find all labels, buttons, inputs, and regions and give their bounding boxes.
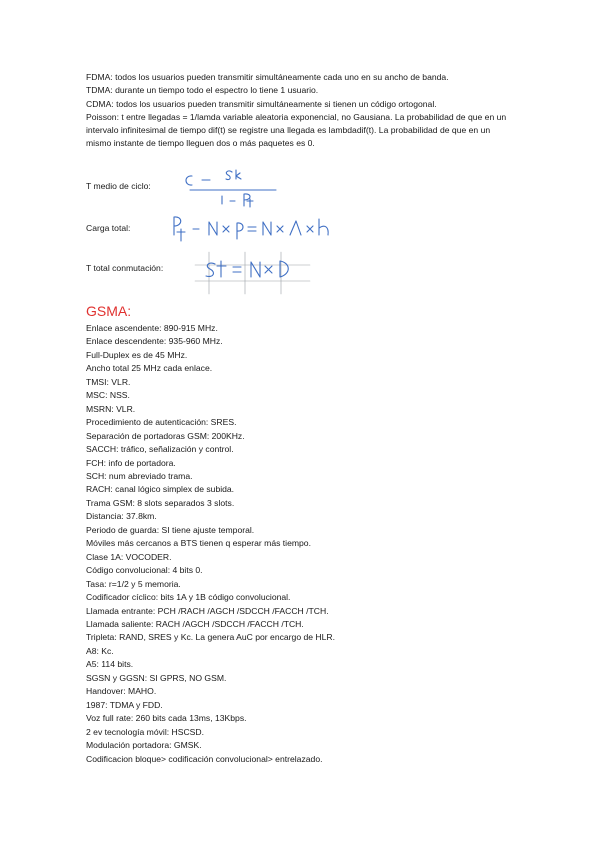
list-item: Llamada saliente: RACH /AGCH /SDCCH /FACCH /TCH.	[86, 618, 304, 629]
list-item: SCH: num abreviado trama.	[86, 470, 193, 481]
list-item: Tripleta: RAND, SRES y Kc. La genera AuC por encargo de HLR.	[86, 632, 336, 643]
tdma-paragraph: TDMA: durante un tiempo todo el espectro lo tiene 1 usuario.	[86, 85, 319, 96]
list-item: MSC: NSS.	[86, 390, 130, 401]
cycle-time-formula-image	[180, 166, 290, 212]
list-item: FCH: info de portadora.	[86, 457, 176, 468]
list-item: Móviles más cercanos a BTS tienen q esperar más tiempo.	[86, 538, 311, 549]
list-item: Codificador cíclico: bits 1A y 1B código convolucional.	[86, 592, 291, 603]
list-item: Llamada entrante: PCH /RACH /AGCH /SDCCH /FACCH /TCH.	[86, 605, 329, 616]
list-item: Procedimiento de autenticación: SRES.	[86, 417, 237, 428]
list-item: Trama GSM: 8 slots separados 3 slots.	[86, 497, 235, 508]
gsm-facts-list	[86, 322, 526, 766]
switching-time-label: T total conmutación:	[86, 263, 164, 273]
cycle-time-label: T medio de ciclo:	[86, 181, 151, 191]
list-item: Clase 1A: VOCODER.	[86, 551, 172, 562]
list-item: Distancia: 37.8km.	[86, 511, 157, 522]
poisson-paragraph: Poisson: t entre llegadas = 1/lamda variable aleatoria exponencial, no Gausiana. La probabilidad de que en un intervalo infinitesimal de tiempo dif(t) se registre una llegada es lambdadif(t). La probabilidad de que en un mismo instante de tiempo lleguen dos o más paquetes es 0.	[86, 111, 507, 149]
total-load-label: Carga total:	[86, 223, 131, 233]
list-item: Periodo de guarda: SI tiene ajuste temporal.	[86, 524, 255, 535]
list-item: Código convolucional: 4 bits 0.	[86, 565, 203, 576]
total-load-formula-image	[165, 213, 335, 247]
list-item: 2 ev tecnología móvil: HSCSD.	[86, 726, 204, 737]
list-item: Separación de portadoras GSM: 200KHz.	[86, 430, 245, 441]
list-item: Enlace descendente: 935-960 MHz.	[86, 336, 223, 347]
fdma-paragraph: FDMA: todos los usuarios pueden transmitir simultáneamente cada uno en su ancho de banda.	[86, 72, 449, 82]
intro-text	[86, 71, 516, 151]
list-item: RACH: canal lógico simplex de subida.	[86, 484, 235, 495]
list-item: Codificacion bloque> codificación convolucional> entrelazado.	[86, 753, 323, 764]
list-item: 1987: TDMA y FDD.	[86, 699, 163, 710]
list-item: Ancho total 25 MHz cada enlace.	[86, 363, 213, 374]
list-item: Voz full rate: 260 bits cada 13ms, 13Kbps.	[86, 713, 247, 724]
list-item: A5: 114 bits.	[86, 659, 134, 670]
list-item: A8: Kc.	[86, 645, 114, 656]
list-item: Modulación portadora: GMSK.	[86, 740, 202, 751]
gsma-heading: GSMA:	[86, 303, 132, 319]
list-item: SGSN y GGSN: SI GPRS, NO GSM.	[86, 672, 227, 683]
list-item: Tasa: r=1/2 y 5 memoria.	[86, 578, 181, 589]
list-item: TMSI: VLR.	[86, 376, 131, 387]
cdma-paragraph: CDMA: todos los usuarios pueden transmitir simultáneamente si tienen un código ortogonal.	[86, 98, 437, 109]
switching-time-formula-image	[195, 252, 310, 294]
list-item: SACCH: tráfico, señalización y control.	[86, 444, 234, 455]
list-item: Full-Duplex es de 45 MHz.	[86, 349, 188, 360]
list-item: MSRN: VLR.	[86, 403, 136, 414]
list-item: Handover: MAHO.	[86, 686, 157, 697]
list-item: Enlace ascendente: 890-915 MHz.	[86, 323, 218, 333]
